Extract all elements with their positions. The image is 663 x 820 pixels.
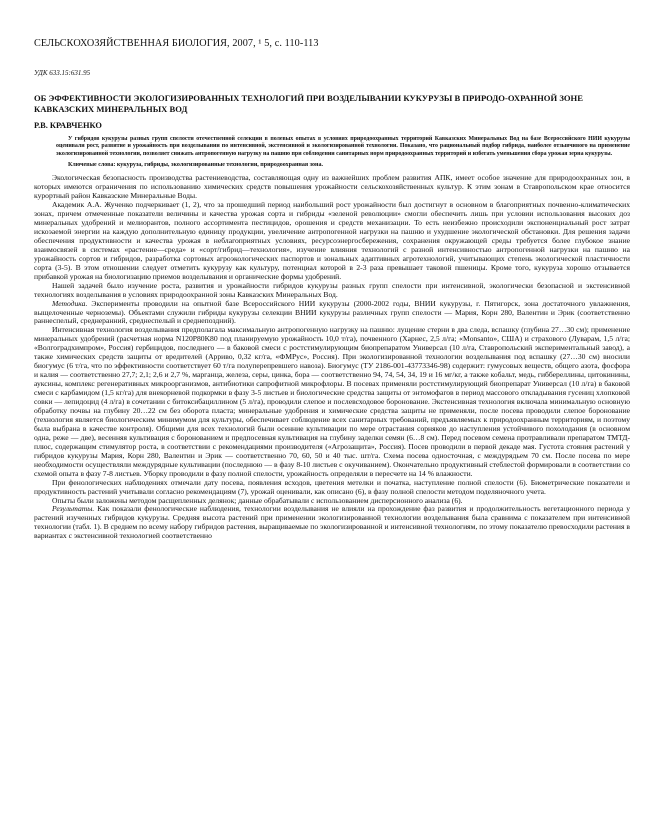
results-text: Как показали фенологические наблюдения, технологии возделывания не влияли на прохождение фаз развития и продолжительность вегетационного периода у растений изученных гибридов кукурузы. Средняя высота растений при применении экологизированной технологии возделывания была сравнима с показателем при интенсивной технологии (табл. 1). В среднем по всему набору гибридов растения, выращиваемые по экологизированной и интенсивной технологиям, по этому показателю превосходили растения в вариантах с экстенсивной технологией соответственно (34, 504, 630, 541)
article-body (34, 174, 630, 541)
methods-text: Эксперименты проводили на опытной базе Всероссийского НИИ кукурузы (2000-2002 годы, ВНИИ кукурузы, г. Пятигорск, зона достаточного увлажнения, выщелоченные черноземы). Объектами служили гибриды кукурузы селекции ВНИИ кукурузы различных групп спелости — Мария, Корн 280, Валентин и Эрик (соответственно раннеспелый, среднеранний, среднеспелый и среднепоздний). (34, 298, 630, 326)
udc-code: УДК 633.15:631.95 (34, 69, 91, 77)
paragraph-methods (34, 300, 630, 327)
results-label: Результаты. (52, 504, 95, 514)
methods-label: Методика. (52, 298, 88, 308)
paragraph-design: Опыты были заложены методом расщепленных делянок; данные обрабатывали с использованием дисперсионного анализа (6). (52, 495, 463, 505)
article-abstract: У гибридов кукурузы разных групп спелости отечественной селекции в полевых опытах в условиях природоохранных территорий Кавказских Минеральных Вод на базе Всероссийского НИИ кукурузы оценивали рост, развитие и урожайность при возделывании по интенсивной, экстенсивной и экологизированной технологии. Показано, что рациональный подбор гибрида, наиболее отзывчивого на применение экологизированной технологии, позволяет снижать антропогенную нагрузку на пашню при соблюдении санитарных норм природоохранных территорий и избегать уменьшения сбора урожая зерна кукурузы. (56, 136, 630, 157)
keywords-label: Ключевые слова: (68, 162, 116, 169)
paragraph-results (34, 505, 630, 541)
keywords-text: кукуруза, гибриды, экологизированные технологии, природоохранная зона. (116, 162, 323, 169)
keywords-line (68, 162, 630, 168)
paragraph-goal: Нашей задачей было изучение роста, развития и урожайности гибридов кукурузы разных групп спелости при интенсивной, экологически безопасной и экстенсивной технологиях возделывания в условиях природоохранной зоны Кавказских Минеральных Вод. (34, 280, 630, 299)
paragraph-technologies: Интенсивная технология возделывания предполагала максимальную антропогенную нагрузку на пашню: лущение стерни в два следа, вспашку (глубина 27…30 см); применение минеральных удобрений (расчетная норма N120P80K80 под планируемую урожайность 10,0 т/га), почвенного (Харнес, 2,5 л/га; «Monsanto», США) и страхового (Луварам, 1,5 л/га; «Волгоградхимпром», Россия) гербицидов, последнего — в баковой смеси с ростстимулирующим биопрепаратом Универсал (10 л/га, Ставропольский экспериментальный завод), а также химических средств защиты от вредителей (Арриво, 0,32 кг/га, «ФМРус», Россия). При экологизированной технологии возделывания под вспашку (27…30 см) вносили биогумус (6 т/га, что по эффективности соответствует 60 т/га полуперепревшего навоза). Биогумус (ТУ 2186-001-43773346-98) содержит: гумусовых веществ, общего азота, фосфора и калия — соответственно 27,7; 2,1; 2,6 и 2,7 %, марганца, железа, серы, цинка, бора — соответственно 94, 74, 54, 34, 19 и 16 мг/кг, а также кобальт, медь, гиббереллины, цитокинины, ауксины, комплекс регенеративных микроорганизмов, антибиотики сапрофитной микрофлоры. В посевах применяли ростстимулирующий биопрепарат Универсал (10 л/га) в баковой смеси с карбамидом (1,5 кг/га) для внекорневой подкормки в фазу 3-5 листьев и биологические средства защиты от энтомофагов в период массового откладывания гусениц хлопковой совки — лепидоцид (4 л/га) в сочетании с битоксибациллином (5 л/га), проводили слепое и послевсходовое боронование. Экстенсивная технология включала минимальную основную обработку почвы на глубину 20…22 см без оборота пласта; минеральные удобрения и химические средства защиты не применяли, после посева проводили слепое боронование (технология является биологическим минимумом для культуры, обеспечивает соблюдение всех санитарных требований, предъявляемых к природоохранным территориям, и поэтому была выбрана в качестве контроля). Общими для всех технологий были осенние культивации по мере отрастания сорняков до наступления устойчивого похолодания (в основном одна, реже — две), весенняя культивация с боронованием и предпосевная культивация на глубину заделки семян (6…8 см). Перед посевом семена протравливали препаратом ТМТД-плюс, содержащим стимулятор роста, в соответствии с рекомендациями производителя («Агрозащита», Россия). Посев проводили в первой декаде мая. Густота стояния растений у гибридов кукурузы Мария, Корн 280, Валентин и Эрик — соответственно 70, 60, 50 и 40 тыс. шт/га. Схема посева односточная, с междурядьем 70 см. После посева по мере необходимости осуществляли междурядные культивации (последнюю — в фазу 8-10 листьев с окучиванием). Окончательно продуктивный стеблестой формировали в соответствии со схемой опыта в фазу 7-8 листьев. Уборку проводили в фазу полной спелости, урожайность определяли в пересчете на 14 % влажности. (34, 325, 630, 478)
paragraph-intro: Экологическая безопасность производства растениеводства, составляющая одну из важнейших проблем развития АПК, имеет особое значение для природоохранных зон, в которых имеются ограничения по использованию химических средств повышения урожайности сельскохозяйственных культур. К этим зонам в Ставропольском крае относится курортный район Кавказские Минеральные Воды. (34, 173, 630, 201)
paragraph-observations: При фенологических наблюдениях отмечали дату посева, появления всходов, цветения метелки и початка, наступление полной спелости (6). Биометрические показатели и продуктивность растений учитывали согласно рекомендациям (7), урожай оценивали, как описано (6), в фазу полной спелости методом поделяночного учета. (34, 477, 630, 496)
paper-page (34, 38, 630, 541)
journal-header: СЕЛЬСКОХОЗЯЙСТВЕННАЯ БИОЛОГИЯ, 2007, ¹ 5, с. 110-113 (34, 38, 319, 49)
paragraph-background: Академик А.А. Жученко подчеркивает (1, 2), что за прошедший период наибольший рост урожайности был достигнут в основном в благоприятных почвенно-климатических зонах, причем отмеченные показатели величины и качества урожая сорта и гибриды «зеленой революции» смогли обеспечить лишь при условии использования высоких доз минеральных удобрений и мелиорантов, полного ассортимента пестицидов, орошения и средств механизации. То есть неизбежно происходили экспоненциальный рост затрат искоэаемой энергии на каждую дополнительную единицу продукции, увеличение антропогенной нагрузки на пашню и ухудшение экологической обстановки. Для решения задачи обеспечения продуктивности и качества урожая в неблагоприятных условиях, ресурсоэнергосбережения, сохранения окружающей среды требуется более глубокое знание взаимосвязей в системах «растение—среда» и «сорт/гибрид—технология», изучение влияния технологий с разной интенсивностью антропогенной нагрузки на пашню на урожайность сортов и гибридов, разработка сортовых агроэкологических паспортов и зональных адаптивных агротехнологий, учитывающих степень экологической пластичности сорта (3-5). В этом отношении следует отметить кукурузу как культуру, потенциал которой в 2-3 раза превышает таковой пшеницы. Кроме того, кукуруза хорошо отзывается прибавкой урожая на биологизацию приемов возделывания и органические формы удобрений. (34, 200, 630, 281)
article-author: Р.В. КРАВЧЕНКО (34, 121, 102, 130)
article-title: ОБ ЭФФЕКТИВНОСТИ ЭКОЛОГИЗИРОВАННЫХ ТЕХНОЛОГИЙ ПРИ ВОЗДЕЛЫВАНИИ КУКУРУЗЫ В ПРИРОДО-ОХРАННОЙ ЗОНЕ КАВКАЗСКИХ МИНЕРАЛЬНЫХ ВОД (34, 93, 583, 114)
